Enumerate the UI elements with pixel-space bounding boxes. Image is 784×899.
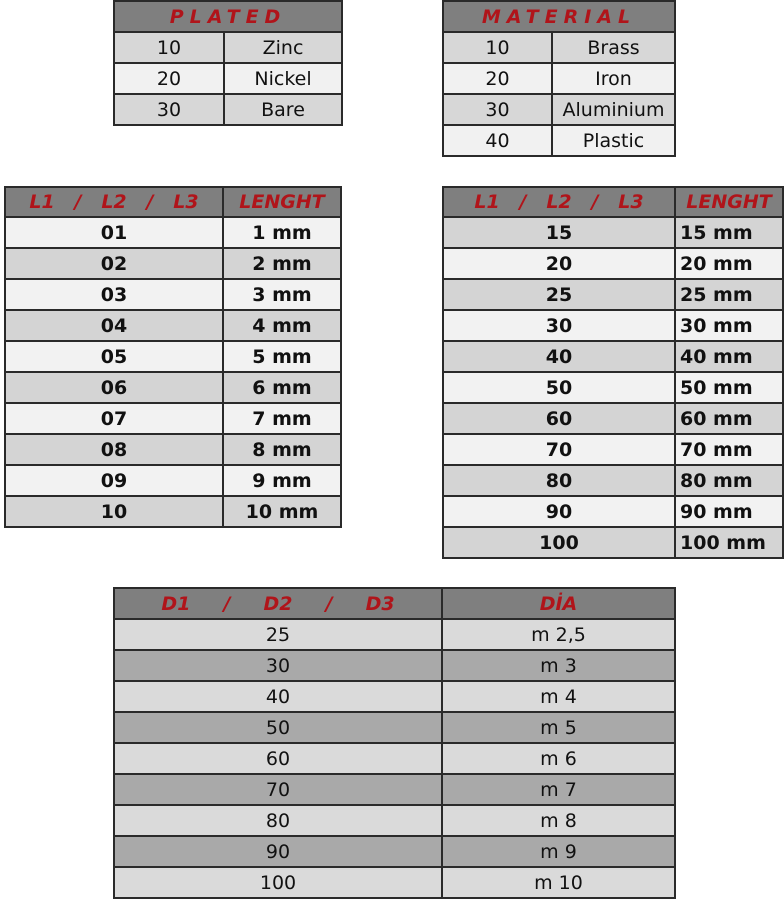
length-value: 4 mm [223, 310, 341, 341]
plated-table [113, 0, 343, 126]
length-left-header-row [5, 187, 341, 217]
diameter-code: 30 [114, 650, 442, 681]
material-table [442, 0, 676, 157]
length-right-length-header: LENGHT [675, 187, 783, 217]
diameter-code: 90 [114, 836, 442, 867]
length-code: 05 [5, 341, 223, 372]
length-value: 100 mm [675, 527, 783, 558]
length-value: 15 mm [675, 217, 783, 248]
plated-header-row [114, 1, 342, 32]
diameter-code: 25 [114, 619, 442, 650]
length-value: 6 mm [223, 372, 341, 403]
length-value: 8 mm [223, 434, 341, 465]
length-code: 25 [443, 279, 675, 310]
length-value: 20 mm [675, 248, 783, 279]
length-value: 5 mm [223, 341, 341, 372]
length-code: 15 [443, 217, 675, 248]
length-code: 07 [5, 403, 223, 434]
length-right-header-row [443, 187, 783, 217]
material-name: Brass [552, 32, 675, 63]
length-value: 10 mm [223, 496, 341, 527]
diameter-code-header: D1 / D2 / D3 [114, 588, 442, 619]
table-row [443, 527, 783, 558]
material-header-row [443, 1, 675, 32]
length-code: 06 [5, 372, 223, 403]
diameter-code: 80 [114, 805, 442, 836]
table-row [5, 403, 341, 434]
table-row [114, 63, 342, 94]
length-value: 40 mm [675, 341, 783, 372]
table-row [443, 217, 783, 248]
table-row [5, 496, 341, 527]
table-row [443, 248, 783, 279]
table-row [443, 94, 675, 125]
material-code: 30 [443, 94, 552, 125]
table-row [114, 867, 675, 898]
length-value: 80 mm [675, 465, 783, 496]
diameter-value: m 6 [442, 743, 675, 774]
length-left-code-header: L1 / L2 / L3 [5, 187, 223, 217]
length-right-code-header: L1 / L2 / L3 [443, 187, 675, 217]
table-row [114, 774, 675, 805]
table-row [114, 94, 342, 125]
table-row [114, 805, 675, 836]
diameter-value: m 4 [442, 681, 675, 712]
table-row [114, 619, 675, 650]
plated-code: 30 [114, 94, 224, 125]
length-code: 40 [443, 341, 675, 372]
table-row [443, 372, 783, 403]
length-code: 90 [443, 496, 675, 527]
table-row [114, 681, 675, 712]
diameter-code: 60 [114, 743, 442, 774]
length-code: 09 [5, 465, 223, 496]
plated-name: Bare [224, 94, 342, 125]
diameter-code: 100 [114, 867, 442, 898]
length-code: 08 [5, 434, 223, 465]
plated-title: PLATED [114, 1, 342, 32]
diameter-value: m 7 [442, 774, 675, 805]
diameter-code: 40 [114, 681, 442, 712]
table-row [114, 712, 675, 743]
table-row [5, 217, 341, 248]
diameter-value: m 10 [442, 867, 675, 898]
material-name: Plastic [552, 125, 675, 156]
length-code: 04 [5, 310, 223, 341]
length-table-left [4, 186, 342, 528]
table-row [443, 434, 783, 465]
length-code: 100 [443, 527, 675, 558]
diameter-value: m 2,5 [442, 619, 675, 650]
length-value: 30 mm [675, 310, 783, 341]
plated-name: Zinc [224, 32, 342, 63]
length-code: 10 [5, 496, 223, 527]
length-code: 60 [443, 403, 675, 434]
table-row [443, 125, 675, 156]
length-value: 70 mm [675, 434, 783, 465]
material-name: Iron [552, 63, 675, 94]
table-row [443, 310, 783, 341]
length-left-length-header: LENGHT [223, 187, 341, 217]
length-code: 01 [5, 217, 223, 248]
length-value: 9 mm [223, 465, 341, 496]
length-code: 03 [5, 279, 223, 310]
length-code: 20 [443, 248, 675, 279]
material-title: MATERIAL [443, 1, 675, 32]
diameter-value: m 8 [442, 805, 675, 836]
length-value: 7 mm [223, 403, 341, 434]
material-code: 20 [443, 63, 552, 94]
table-row [5, 465, 341, 496]
diameter-value: m 3 [442, 650, 675, 681]
table-row [5, 434, 341, 465]
length-code: 30 [443, 310, 675, 341]
table-row [443, 341, 783, 372]
diameter-value: m 9 [442, 836, 675, 867]
table-row [443, 279, 783, 310]
material-code: 10 [443, 32, 552, 63]
diameter-code: 70 [114, 774, 442, 805]
material-name: Aluminium [552, 94, 675, 125]
table-row [443, 403, 783, 434]
table-row [5, 310, 341, 341]
length-value: 50 mm [675, 372, 783, 403]
table-row [443, 32, 675, 63]
diameter-code: 50 [114, 712, 442, 743]
length-code: 70 [443, 434, 675, 465]
material-code: 40 [443, 125, 552, 156]
plated-code: 20 [114, 63, 224, 94]
table-row [114, 650, 675, 681]
diameter-header-row [114, 588, 675, 619]
table-row [443, 496, 783, 527]
table-row [443, 63, 675, 94]
length-code: 80 [443, 465, 675, 496]
length-value: 90 mm [675, 496, 783, 527]
length-value: 2 mm [223, 248, 341, 279]
length-value: 25 mm [675, 279, 783, 310]
plated-name: Nickel [224, 63, 342, 94]
diameter-table [113, 587, 676, 899]
length-table-right [442, 186, 784, 559]
diameter-dia-header: DİA [442, 588, 675, 619]
table-row [114, 32, 342, 63]
length-value: 3 mm [223, 279, 341, 310]
length-code: 02 [5, 248, 223, 279]
table-row [114, 743, 675, 774]
diameter-value: m 5 [442, 712, 675, 743]
table-row [114, 836, 675, 867]
table-row [5, 279, 341, 310]
length-code: 50 [443, 372, 675, 403]
plated-code: 10 [114, 32, 224, 63]
length-value: 1 mm [223, 217, 341, 248]
table-row [443, 465, 783, 496]
table-row [5, 372, 341, 403]
length-value: 60 mm [675, 403, 783, 434]
table-row [5, 248, 341, 279]
table-row [5, 341, 341, 372]
